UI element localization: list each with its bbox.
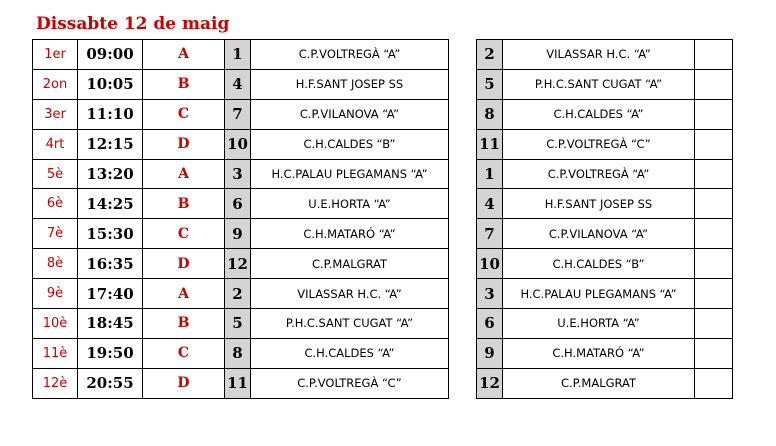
home-number-cell: 10 [225,129,251,159]
away-number-cell: 4 [477,189,503,219]
round-cell: 3er [33,99,78,129]
separator-cell [449,279,477,309]
away-number-cell: 1 [477,159,503,189]
time-cell: 16:35 [78,249,143,279]
time-cell: 19:50 [78,338,143,368]
time-cell: 11:10 [78,99,143,129]
home-number-cell: 5 [225,309,251,339]
round-cell: 12è [33,368,78,398]
result-cell [695,40,733,70]
pista-cell: A [143,159,225,189]
away-number-cell: 2 [477,40,503,70]
away-team-cell: C.P.VOLTREGÀ “A” [503,159,695,189]
separator-cell [449,159,477,189]
time-cell: 09:00 [78,40,143,70]
away-team-cell: VILASSAR H.C. “A” [503,40,695,70]
home-number-cell: 11 [225,368,251,398]
match-row [33,368,733,398]
separator-cell [449,368,477,398]
away-number-cell: 12 [477,368,503,398]
round-cell: 8è [33,249,78,279]
away-number-cell: 8 [477,99,503,129]
round-cell: 1er [33,40,78,70]
round-cell: 9è [33,279,78,309]
round-cell: 10è [33,309,78,339]
round-cell: 4rt [33,129,78,159]
pista-cell: B [143,69,225,99]
pista-cell: A [143,279,225,309]
home-number-cell: 3 [225,159,251,189]
pista-cell: C [143,338,225,368]
home-number-cell: 12 [225,249,251,279]
separator-cell [449,129,477,159]
pista-cell: D [143,129,225,159]
separator-cell [449,338,477,368]
pista-cell: A [143,40,225,70]
result-cell [695,129,733,159]
match-row [33,309,733,339]
result-cell [695,309,733,339]
away-number-cell: 10 [477,249,503,279]
home-number-cell: 7 [225,99,251,129]
home-team-cell: U.E.HORTA “A” [251,189,449,219]
time-cell: 15:30 [78,219,143,249]
schedule-table [32,39,733,399]
match-row [33,99,733,129]
home-team-cell: VILASSAR H.C. “A” [251,279,449,309]
match-row [33,338,733,368]
home-team-cell: C.P.VOLTREGÀ “C” [251,368,449,398]
pista-cell: D [143,368,225,398]
away-team-cell: C.H.CALDES “A” [503,99,695,129]
away-team-cell: C.P.VOLTREGÀ “C” [503,129,695,159]
away-team-cell: C.P.MALGRAT [503,368,695,398]
separator-cell [449,69,477,99]
page-title: Dissabte 12 de maig [36,14,230,34]
pista-cell: B [143,189,225,219]
round-cell: 6è [33,189,78,219]
home-team-cell: P.H.C.SANT CUGAT “A” [251,309,449,339]
away-team-cell: H.F.SANT JOSEP SS [503,189,695,219]
away-team-cell: P.H.C.SANT CUGAT “A” [503,69,695,99]
separator-cell [449,189,477,219]
round-cell: 7è [33,219,78,249]
away-team-cell: C.H.MATARÓ “A” [503,338,695,368]
result-cell [695,99,733,129]
result-cell [695,249,733,279]
home-team-cell: C.P.VOLTREGÀ “A” [251,40,449,70]
home-team-cell: C.H.CALDES “B” [251,129,449,159]
schedule-body [33,40,733,399]
away-number-cell: 3 [477,279,503,309]
time-cell: 14:25 [78,189,143,219]
time-cell: 12:15 [78,129,143,159]
away-team-cell: H.C.PALAU PLEGAMANS “A” [503,279,695,309]
home-team-cell: C.P.VILANOVA “A” [251,99,449,129]
pista-cell: B [143,309,225,339]
result-cell [695,368,733,398]
pista-cell: C [143,219,225,249]
away-number-cell: 5 [477,69,503,99]
round-cell: 5è [33,159,78,189]
separator-cell [449,309,477,339]
away-team-cell: C.P.VILANOVA “A” [503,219,695,249]
pista-cell: C [143,99,225,129]
home-team-cell: H.F.SANT JOSEP SS [251,69,449,99]
separator-cell [449,99,477,129]
result-cell [695,159,733,189]
result-cell [695,69,733,99]
time-cell: 13:20 [78,159,143,189]
home-team-cell: C.P.MALGRAT [251,249,449,279]
pista-cell: D [143,249,225,279]
home-team-cell: C.H.CALDES “A” [251,338,449,368]
home-team-cell: H.C.PALAU PLEGAMANS “A” [251,159,449,189]
away-number-cell: 7 [477,219,503,249]
result-cell [695,338,733,368]
time-cell: 10:05 [78,69,143,99]
time-cell: 17:40 [78,279,143,309]
round-cell: 2on [33,69,78,99]
round-cell: 11è [33,338,78,368]
separator-cell [449,40,477,70]
match-row [33,69,733,99]
home-number-cell: 1 [225,40,251,70]
time-cell: 18:45 [78,309,143,339]
result-cell [695,189,733,219]
away-number-cell: 9 [477,338,503,368]
match-row [33,129,733,159]
away-team-cell: C.H.CALDES “B” [503,249,695,279]
home-number-cell: 6 [225,189,251,219]
separator-cell [449,249,477,279]
away-number-cell: 6 [477,309,503,339]
home-number-cell: 9 [225,219,251,249]
away-number-cell: 11 [477,129,503,159]
match-row [33,279,733,309]
home-number-cell: 8 [225,338,251,368]
match-row [33,249,733,279]
match-row [33,219,733,249]
match-row [33,40,733,70]
home-number-cell: 2 [225,279,251,309]
separator-cell [449,219,477,249]
match-row [33,189,733,219]
away-team-cell: U.E.HORTA “A” [503,309,695,339]
home-team-cell: C.H.MATARÓ “A” [251,219,449,249]
match-row [33,159,733,189]
time-cell: 20:55 [78,368,143,398]
result-cell [695,279,733,309]
result-cell [695,219,733,249]
home-number-cell: 4 [225,69,251,99]
